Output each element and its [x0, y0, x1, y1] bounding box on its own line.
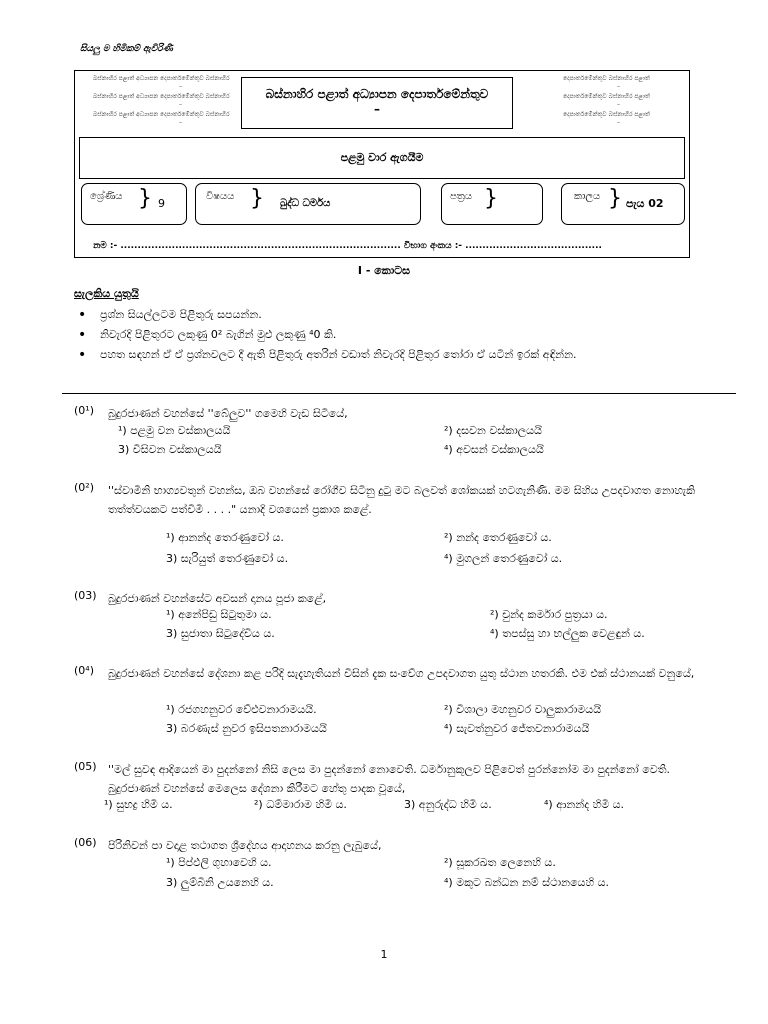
question-number: (06) [74, 836, 97, 849]
option[interactable]: ²) චුන්ද කර්මාර පුත්‍රයා ය. [490, 608, 608, 621]
option[interactable]: 3) සැරියුත් තෙරණුවෝ ය. [166, 552, 289, 565]
divider [62, 393, 736, 394]
name-index-line: නම :- .................................................................................. විභාග අංකය :- ........................................ [93, 241, 602, 251]
question-2 [74, 481, 704, 519]
brace-icon: } [484, 186, 498, 211]
brace-icon: } [138, 186, 152, 211]
option[interactable]: ¹) සුභද්‍ර හිමි ය. [104, 798, 173, 811]
part-title: I - කොටස [357, 264, 411, 277]
grade-box [81, 183, 187, 225]
option[interactable]: ⁴) සැවත්නුවර ජේතවනාරාමයයි [444, 722, 590, 735]
option[interactable]: ²) ධම්මාරාම හිමි ය. [254, 798, 347, 811]
question-text: ''මල් සුවඳ ආදියෙන් මා පුදන්නෝ නිසි ලෙස මා පුදන්නෝ නොවෙති. ධර්මානුකූලව පිළිවෙත් පුරන්නෝම මා පුදන්නෝ වෙති. බුදුරජාණන් වහන්සේ මෙලෙස දේශනා කිරීමට හේතු පාදක වූයේ, [108, 763, 671, 795]
question-number: (0²) [74, 481, 94, 494]
option[interactable]: ⁴) මකුට බන්ධන නම් ස්ථානයෙහි ය. [444, 876, 610, 889]
grade-label: ශ්‍රේණිය [90, 191, 123, 202]
paper-box [441, 183, 543, 225]
brace-icon: } [250, 186, 264, 211]
question-6 [74, 836, 704, 855]
time-value: පැය 02 [626, 197, 664, 210]
question-text: බුදුරජාණන් වහන්සේ දේශනා කළ පරිදි සැදැහැතියන් විසින් දැක සංවේග උපදවාගත යුතු ස්ථාන හතරකි. එම එක් ස්ථානයක් වනුයේ, [108, 667, 695, 680]
option[interactable]: ⁴) මුගලන් තෙරණුවෝ ය. [444, 552, 563, 565]
brace-icon: } [608, 186, 622, 211]
option[interactable]: ⁴) අවසන් වස්කාලයයි [444, 443, 544, 456]
option[interactable]: 3) විසිවන වස්කාලයයි [118, 443, 222, 456]
instruction-item: • නිවැරදි පිළිතුරට ලකුණු 0² බැගින් මුළු ලකුණු ⁴0 කි. [74, 325, 704, 345]
question-5 [74, 760, 704, 798]
instruction-item: • පහත සඳහන් ඒ ඒ ප්‍රශ්නවලට දී ඇති පිළිතුරු අතරින් වඩාත් නිවැරදි පිළිතුර තෝරා ඒ යටින් ඉරක් අඳින්න. [74, 345, 704, 365]
grade-value: 9 [158, 197, 165, 210]
instruction-item: • ප්‍රශ්න සියල්ලටම පිළිතුරු සපයන්න. [74, 305, 704, 325]
option[interactable]: 3) අනුරුද්ධ හිමි ය. [404, 798, 492, 811]
copyright-note: සියලු ම හිමිකම් ඇවිරිණි [80, 44, 173, 54]
question-number: (03) [74, 589, 97, 602]
watermark-text: බස්නාහිර පළාත් අධ්‍යාපන දෙපාර්තමේන්තුව බස්නාහිර [93, 111, 230, 118]
question-text: ''ස්වාමීනි භාග්‍යවතුන් වහන්ස, ඔබ වහන්සේ රෝගීව සිටිනු දුටු මට බලවත් ශෝකයක් හටගැනිණි. මම සිහිය උපදවාගත නොහැකි තත්ත්වයකට පත්විමි . . . ." යනාදි වශයෙන් ප්‍රකාශ කළේ. [108, 484, 696, 516]
watermark-dash: – [179, 119, 182, 126]
question-text: බුදුරජාණන් වහන්සේට අවසන් දානය පූජා කළේ, [108, 592, 327, 605]
option[interactable]: ²) සූකරඛත ලෙනෙහි ය. [444, 856, 556, 869]
question-1 [74, 404, 704, 423]
option[interactable]: 3) ලුම්බිනි උයනෙහි ය. [166, 876, 274, 889]
watermark-text: දෙපාර්තමේන්තුව බස්නාහිර පළාත් [563, 75, 650, 82]
option[interactable]: ²) නන්ද තෙරණුවෝ ය. [444, 531, 552, 544]
subject-value: බුද්ධ ධර්මය [280, 198, 331, 209]
department-title: බස්නාහිර පළාත් අධ්‍යාපන දෙපාර්තමේන්තුව [265, 87, 489, 101]
exam-header-frame [74, 70, 690, 258]
option[interactable]: ¹) රජගහනුවර වේළුවනාරාමයයි. [166, 703, 317, 716]
watermark-text: බස්නාහිර පළාත් අධ්‍යාපන දෙපාර්තමේන්තුව බස්නාහිර [93, 75, 230, 82]
option[interactable]: ⁴) තපස්සු හා භල්ලුක වෙළඳුන් ය. [490, 627, 645, 640]
question-text: පිරිනිවන් පා වදාළ තථාගත ශ්‍රීදේහය ආදාහනය කරනු ලැබුයේ, [108, 839, 382, 852]
option[interactable]: ¹) ආනන්ද තෙරණුවෝ ය. [166, 531, 284, 544]
option[interactable]: ⁴) ආනන්ද හිමි ය. [544, 798, 625, 811]
question-4 [74, 664, 704, 683]
subject-box [195, 183, 421, 225]
option[interactable]: 3) බරණැස් නුවර ඉසිපතනාරාමයයි [166, 722, 327, 735]
option[interactable]: 3) සුජාතා සිටුදේවිය ය. [166, 627, 275, 640]
option[interactable]: ¹) පළමු වන වස්කාලයයි [118, 424, 231, 437]
exam-title: පළමු වාර ඇගයීම [79, 137, 685, 179]
option[interactable]: ¹) අනේපිඩු සිටුතුමා ය. [166, 608, 272, 621]
question-number: (0⁴) [74, 664, 94, 677]
question-3 [74, 589, 704, 608]
watermark-text: බස්නාහිර පළාත් අධ්‍යාපන දෙපාර්තමේන්තුව බස්නාහිර [93, 93, 230, 100]
watermark-dash: – [179, 83, 182, 90]
option[interactable]: ²) දසවන වස්කාලයයි [444, 424, 542, 437]
question-text: බුදුරජාණන් වහන්සේ ''බේලුව'' ගමෙහි වැඩ සිටියේ, [108, 407, 348, 420]
watermark-dash: – [617, 101, 620, 108]
paper-label: පත්‍රය [450, 191, 473, 202]
question-number: (05) [74, 760, 97, 773]
watermark-text: දෙපාර්තමේන්තුව බස්නාහිර පළාත් [563, 93, 650, 100]
page-number: 1 [380, 948, 388, 961]
option[interactable]: ²) විශාලා මහනුවර වාලුකාරාමයයි [444, 703, 602, 716]
time-label: කාලය [574, 191, 601, 202]
time-box [561, 183, 685, 225]
subject-label: විෂයය [206, 191, 235, 202]
option[interactable]: ¹) පිප්ඵලි ගුහාවෙහි ය. [166, 856, 272, 869]
instructions-heading: සැලකිය යුතුයි [74, 287, 139, 300]
watermark-dash: – [179, 101, 182, 108]
question-number: (0¹) [74, 404, 94, 417]
watermark-text: දෙපාර්තමේන්තුව බස්නාහිර පළාත් [563, 111, 650, 118]
instructions-list [74, 305, 704, 365]
department-title-box [241, 77, 513, 129]
watermark-dash: – [617, 83, 620, 90]
watermark-dash: – [617, 119, 620, 126]
department-dash: – [374, 102, 380, 116]
